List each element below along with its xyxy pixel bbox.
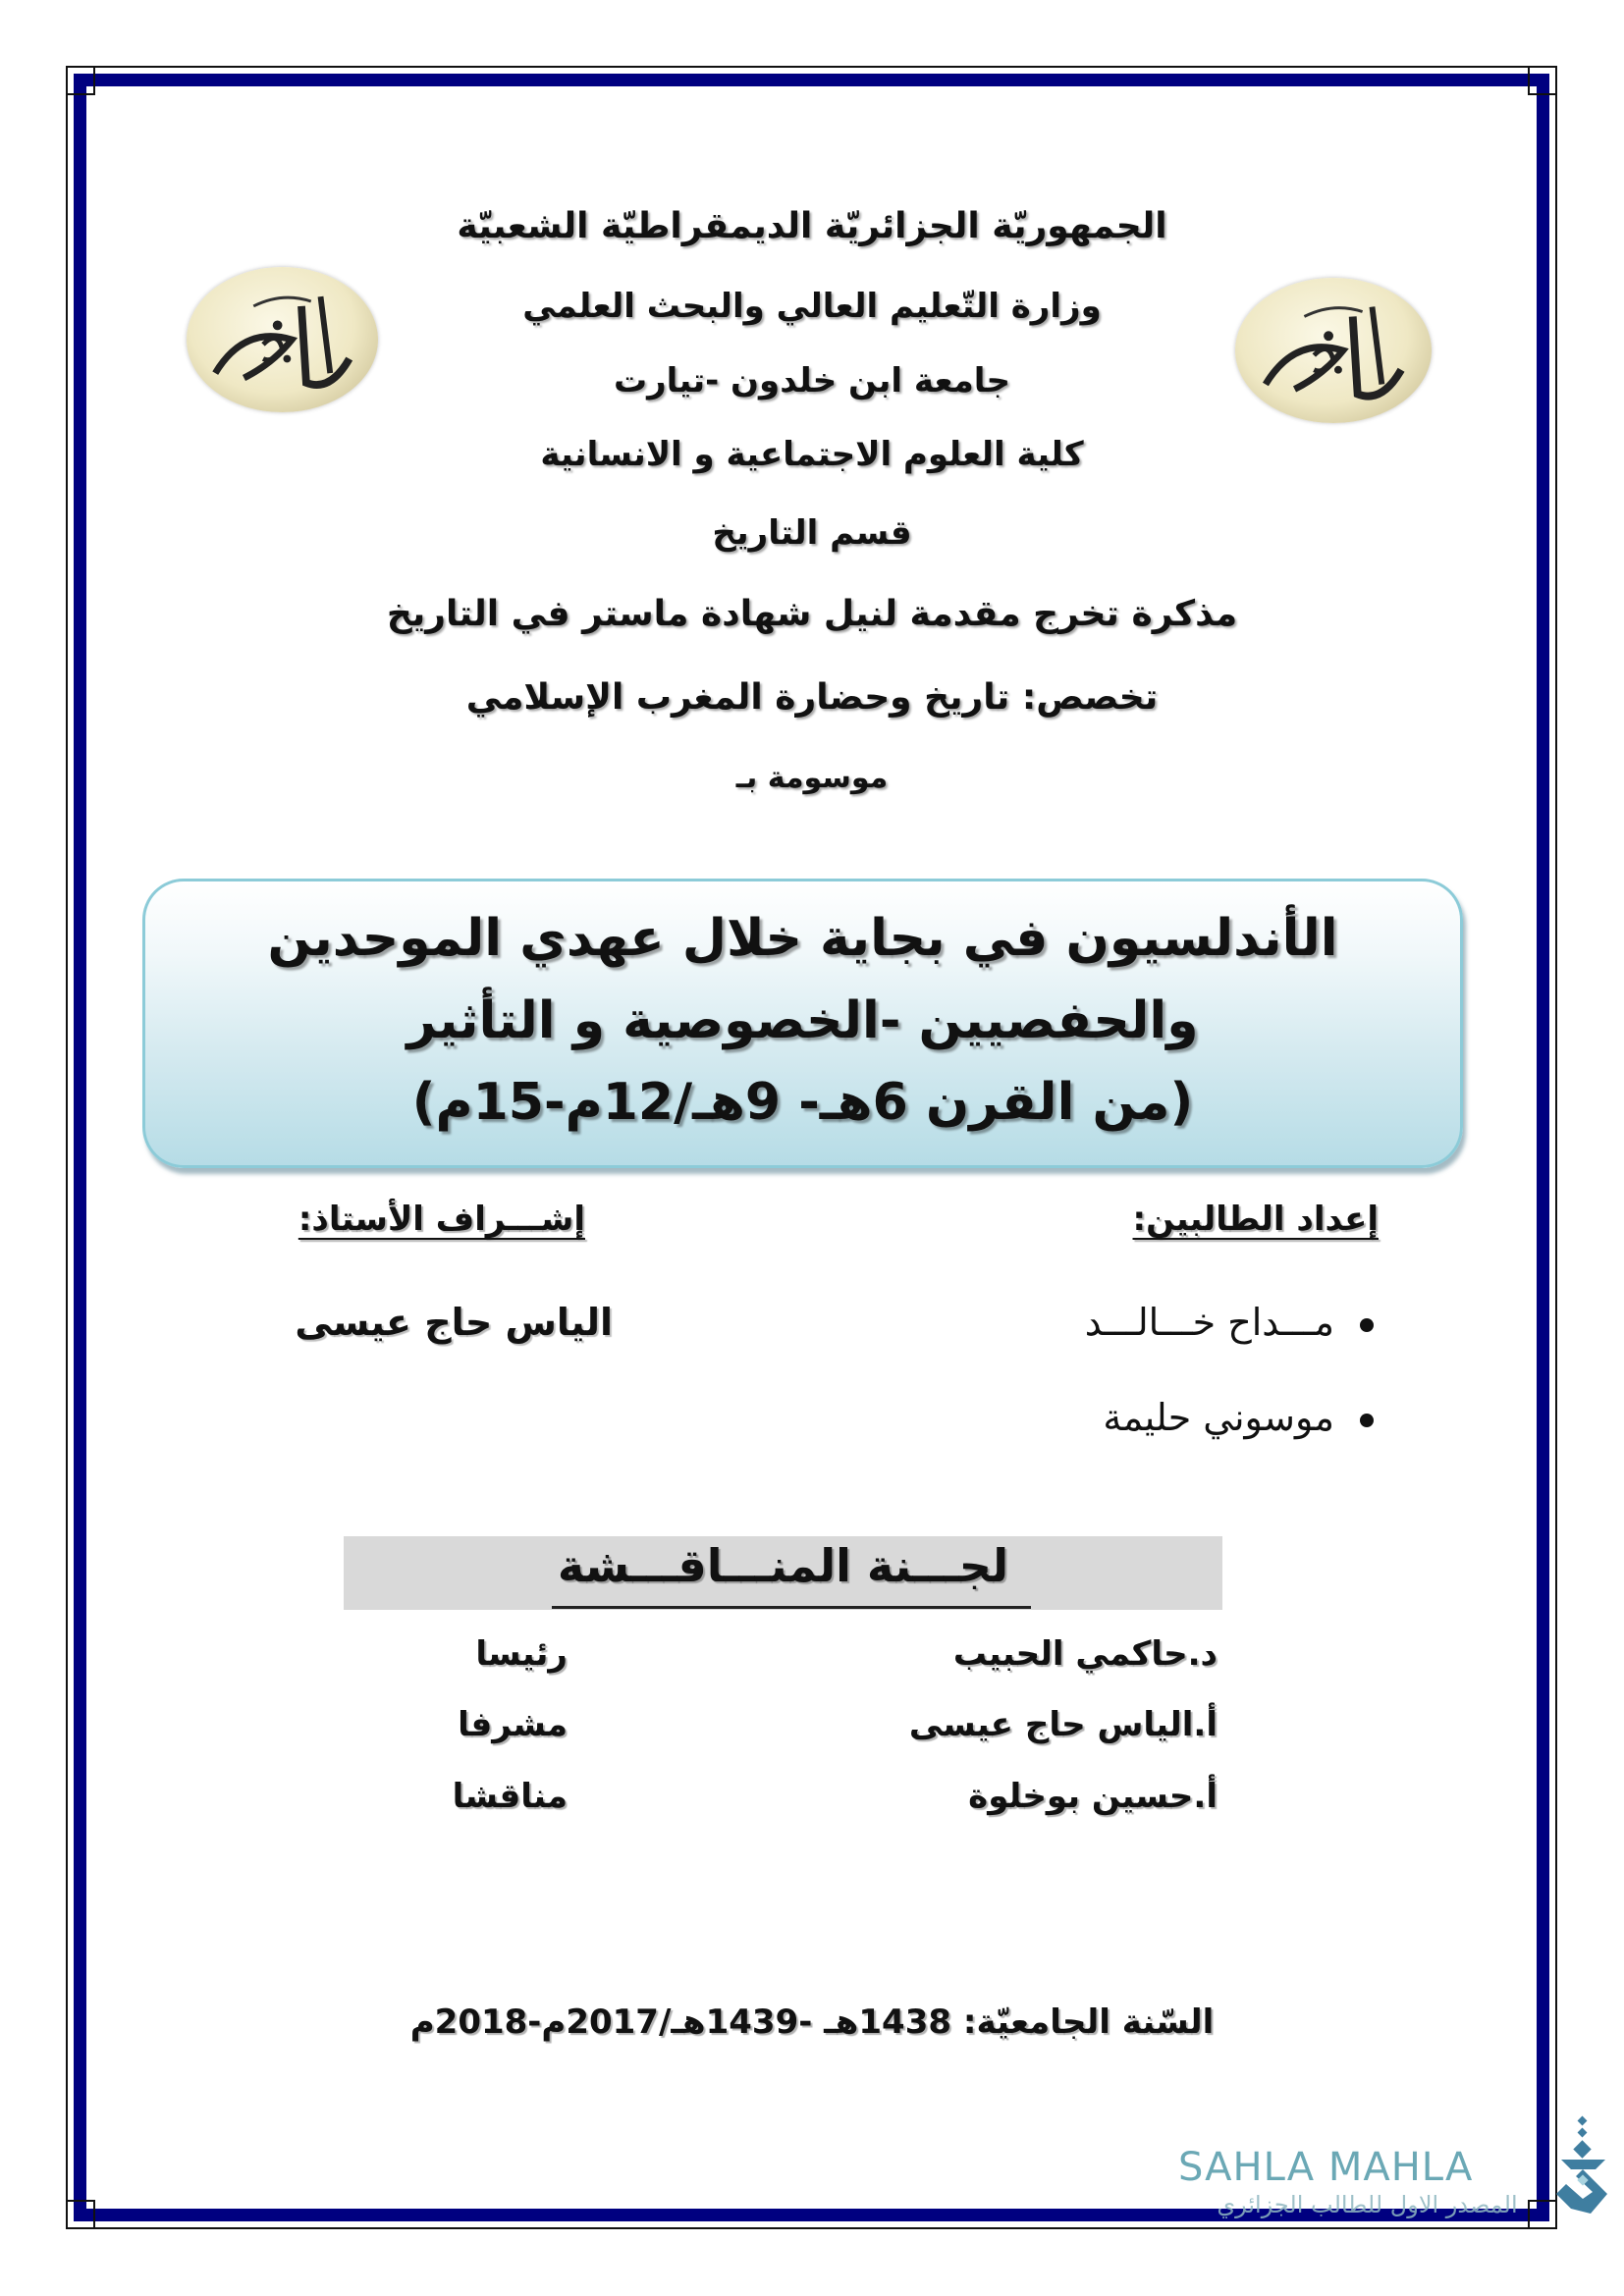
thesis-title-box bbox=[142, 879, 1463, 1168]
committee-title: لجـــنة المنـــاقـــشة bbox=[557, 1539, 1009, 1592]
committee-member-name: أ.حسين بوخلوة bbox=[968, 1777, 1218, 1816]
frame-corner-top-left bbox=[66, 66, 95, 95]
titled-label: موسومة بـ bbox=[735, 761, 889, 795]
supervisor-name: الياس حاج عيسى bbox=[295, 1301, 613, 1344]
student-item bbox=[1103, 1396, 1374, 1439]
specialty: تخصص: تاريخ وحضارة المغرب الإسلامي bbox=[465, 677, 1159, 718]
students-label: إعداد الطالبين: bbox=[1132, 1200, 1379, 1239]
committee-member-role: رئيسا bbox=[475, 1634, 568, 1674]
supervisor-label: إشـــراف الأستاذ: bbox=[298, 1200, 585, 1239]
frame-corner-top-right bbox=[1528, 66, 1557, 95]
committee-member-role: مناقشا bbox=[452, 1777, 568, 1816]
committee-title-underline bbox=[552, 1606, 1031, 1609]
republic-name: الجمهوريّة الجزائريّة الديمقراطيّة الشعبيّة bbox=[457, 206, 1167, 246]
frame-corner-bottom-left bbox=[66, 2200, 95, 2229]
academic-year: السّنة الجامعيّة: 1438هـ -1439هـ/2017م-2018م bbox=[409, 2002, 1215, 2042]
faculty-name: كلية العلوم الاجتماعية و الانسانية bbox=[540, 435, 1084, 474]
bullet-icon bbox=[1360, 1318, 1374, 1332]
watermark-logo-icon bbox=[1546, 2115, 1620, 2223]
watermark-brand: SAHLA MAHLA bbox=[1178, 2145, 1474, 2190]
ministry-name: وزارة التّعليم العالي والبحث العلمي bbox=[522, 287, 1102, 326]
watermark-tagline: المصدر الاول للطالب الجزائري bbox=[1217, 2191, 1518, 2218]
student-name: موسوني حليمة bbox=[1103, 1396, 1334, 1439]
student-item bbox=[1085, 1301, 1374, 1344]
bullet-icon bbox=[1360, 1414, 1374, 1427]
thesis-title-line-3: (من القرن 6هـ- 9هـ/12م-15م) bbox=[411, 1073, 1194, 1132]
student-name: مـــداح خـــالـــد bbox=[1084, 1301, 1334, 1344]
committee-member-name: د.حاكمي الحبيب bbox=[952, 1634, 1218, 1674]
committee-member-role: مشرفا bbox=[458, 1705, 568, 1744]
university-name: جامعة ابن خلدون -تيارت bbox=[613, 361, 1011, 400]
thesis-type: مذكرة تخرج مقدمة لنيل شهادة ماستر في التاريخ bbox=[386, 594, 1238, 634]
thesis-title-line-2: والحفصيين -الخصوصية و التأثير bbox=[406, 991, 1199, 1050]
thesis-title-line-1: الأندلسيون في بجاية خلال عهدي الموحدين bbox=[267, 909, 1338, 968]
department-name: قسم التاريخ bbox=[712, 513, 912, 553]
committee-header-bar bbox=[344, 1536, 1222, 1610]
committee-member-name: أ.الياس حاج عيسى bbox=[908, 1705, 1218, 1744]
